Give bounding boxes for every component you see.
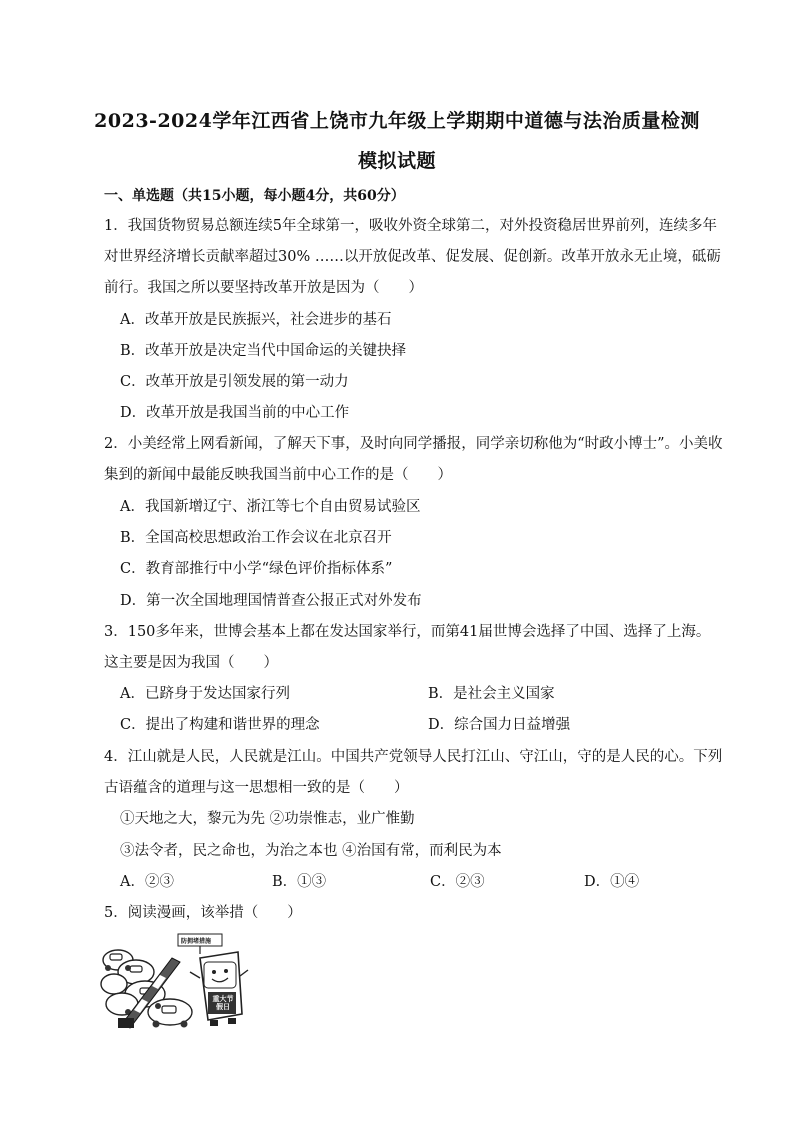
q3-option-a: A．已跻身于发达国家行列 <box>120 686 290 702</box>
q5-stem: 5．阅读漫画，该举措（ ） <box>104 905 302 921</box>
q2-option-b: B．全国高校思想政治工作会议在北京召开 <box>120 530 392 546</box>
q1-option-d: D．改革开放是我国当前的中心工作 <box>120 405 350 421</box>
q1-stem-line-1: 1．我国货物贸易总额连续5年全球第一，吸收外资全球第二，对外投资稳居世界前列，连续多年 <box>104 218 717 234</box>
q3-option-c: C．提出了构建和谐世界的理念 <box>120 717 320 733</box>
q3-stem-line-1: 3．150多年来，世博会基本上都在发达国家举行，而第41届世博会选择了中国、选择了上海。 <box>104 624 711 640</box>
q4-stem-line-2: 古语蕴含的道理与这一思想相一致的是（ ） <box>104 780 409 796</box>
q1-stem-line-2: 对世界经济增长贡献率超过30% ……以开放促改革、促发展、促创新。改革开放永无止境，砥砺 <box>104 249 721 265</box>
q2-stem-line-1: 2．小美经常上网看新闻，了解天下事，及时向同学播报，同学亲切称他为“时政小博士”。小美收 <box>104 436 723 452</box>
q2-option-d: D．第一次全国地理国情普查公报正式对外发布 <box>120 593 422 609</box>
comic-sign-text: 防拥堵措施 <box>181 938 212 945</box>
q3-option-d: D．综合国力日益增强 <box>428 717 571 733</box>
q4-item-line-2: ③法令者，民之命也，为治之本也 ④治国有常，而利民为本 <box>120 843 502 859</box>
q4-option-b: B．①③ <box>272 874 327 890</box>
q1-option-c: C．改革开放是引领发展的第一动力 <box>120 374 349 390</box>
document-subtitle: 模拟试题 <box>357 150 436 172</box>
q2-stem-line-2: 集到的新闻中最能反映我国当前中心工作的是（ ） <box>104 467 452 483</box>
q4-stem-line-1: 4．江山就是人民，人民就是江山。中国共产党领导人民打江山、守江山，守的是人民的心。下列 <box>104 749 723 765</box>
q4-option-d: D．①④ <box>584 874 640 890</box>
q4-item-line-1: ①天地之大，黎元为先 ②功崇惟志，业广惟勤 <box>120 811 415 827</box>
q1-option-a: A．改革开放是民族振兴，社会进步的基石 <box>120 312 392 328</box>
section-heading: 一、单选题（共15小题，每小题4分，共60分） <box>104 188 405 204</box>
q4-option-c: C．②③ <box>430 874 485 890</box>
q2-option-a: A．我国新增辽宁、浙江等七个自由贸易试验区 <box>120 499 421 515</box>
q3-stem-line-2: 这主要是因为我国（ ） <box>104 655 278 671</box>
document-title: 2023-2024学年江西省上饶市九年级上学期期中道德与法治质量检测 <box>94 110 700 132</box>
q2-option-c: C．教育部推行中小学“绿色评价指标体系” <box>120 561 393 577</box>
q4-option-a: A．②③ <box>120 874 174 890</box>
comic-board-text: 重大节假日 <box>212 995 234 1011</box>
q1-option-b: B．改革开放是决定当代中国命运的关键抉择 <box>120 343 407 359</box>
q3-option-b: B．是社会主义国家 <box>428 686 555 702</box>
q1-stem-line-3: 前行。我国之所以要坚持改革开放是因为（ ） <box>104 280 423 296</box>
traffic-comic-image <box>100 932 250 1030</box>
